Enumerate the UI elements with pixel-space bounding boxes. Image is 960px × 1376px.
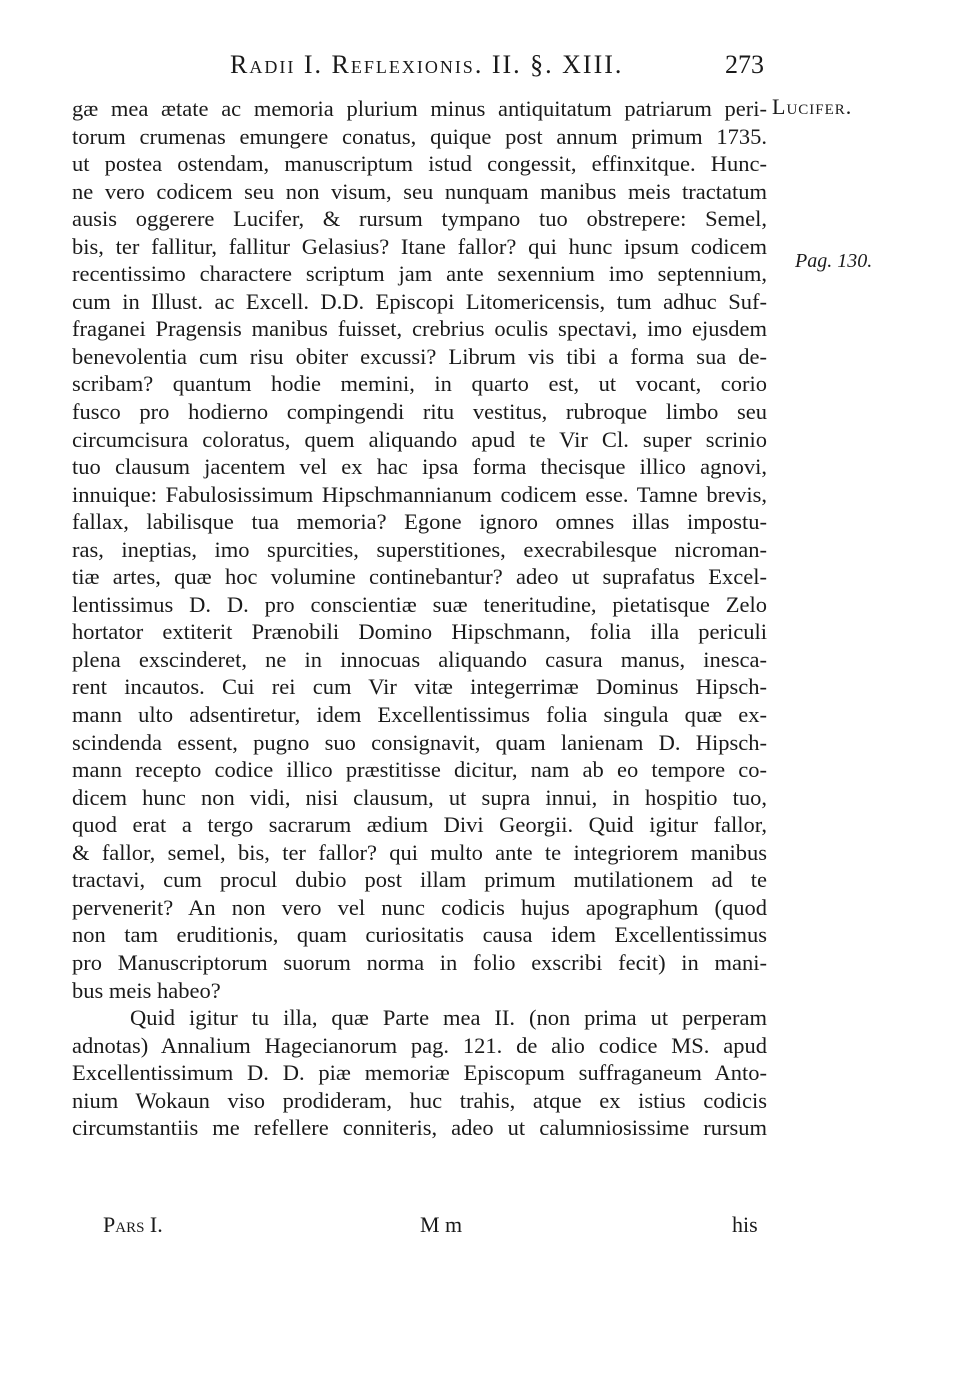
text-line: Quid igitur tu illa, quæ Parte mea II. (non prima ut perperam <box>130 1005 767 1031</box>
text-line: fraganei Pragensis manibus fuisset, crebrius oculis spectavi, imo ejusdem <box>72 316 767 342</box>
page-footer <box>0 1212 960 1242</box>
text-line: plena exscinderet, ne in innocuas aliquando casura manus, inesca- <box>72 646 767 672</box>
text-line: ut postea ostendam, manuscriptum istud congessit, effinxitque. Hunc- <box>72 151 767 177</box>
text-line: pervenerit? An non vero vel nunc codicis hujus apographum (quod <box>72 894 767 920</box>
text-line: dicem hunc non vidi, nisi clausum, ut supra innui, in hospitio tuo, <box>72 784 767 810</box>
text-line: & fallor, semel, bis, ter fallor? qui multo ante te integriorem manibus <box>72 839 767 865</box>
catchword: his <box>732 1212 758 1237</box>
text-line: ausis oggerere Lucifer, & rursum tympano tuo obstrepere: Semel, <box>72 206 767 232</box>
page-number: 273 <box>725 50 764 79</box>
body-text <box>72 95 767 1142</box>
running-head: Radii I. Reflexionis. II. §. XIII. <box>230 50 624 79</box>
text-line: benevolentia cum risu obiter excussi? Librum vis tibi a forma sua de- <box>72 343 767 369</box>
text-line: scindenda essent, pugno suo consignavit, quam lanienam D. Hipsch- <box>72 729 767 755</box>
text-line: bis, ter fallitur, fallitur Gelasius? Itane fallor? qui hunc ipsum codicem <box>72 233 767 259</box>
text-line: adnotas) Annalium Hagecianorum pag. 121. de alio codice MS. apud <box>72 1032 767 1058</box>
text-line: scribam? quantum hodie memini, in quarto est, ut vocant, corio <box>72 371 767 397</box>
text-line: tiæ artes, quæ hoc volumine continebantur? adeo ut suprafatus Excel- <box>72 564 767 590</box>
text-line: circumstantiis me refellere conniteris, adeo ut calumniosissime rursum <box>72 1115 767 1141</box>
text-line: recentissimo charactere scriptum jam ante sexennium imo septennium, <box>72 261 767 287</box>
text-line: quod erat a tergo sacrarum ædium Divi Georgii. Quid igitur fallor, <box>72 812 767 838</box>
volume-part-label: Pars I. <box>103 1212 163 1237</box>
text-line: Excellentissimum D. D. piæ memoriæ Episcopum suffraganeum Anto- <box>72 1060 767 1086</box>
text-line: hortator extiterit Prænobili Domino Hipschmann, folia illa periculi <box>72 619 767 645</box>
text-line: lentissimus D. D. pro conscientiæ suæ teneritudine, pietatisque Zelo <box>72 591 767 617</box>
text-line: mann ulto adsentiretur, idem Excellentissimus folia singula quæ ex- <box>72 702 767 728</box>
text-line: circumcisura coloratus, quem aliquando apud te Vir Cl. super scrinio <box>72 426 767 452</box>
text-line: rent incautos. Cui rei cum Vir vitæ integerrimæ Dominus Hipsch- <box>72 674 767 700</box>
text-line: torum crumenas emungere conatus, quique post annum primum 1735. <box>72 123 767 149</box>
text-line: mann recepto codice illico præstitisse dicitur, nam ab eo tempore co- <box>72 757 767 783</box>
signature-mark: M m <box>420 1212 463 1237</box>
text-line: bus meis habeo? <box>72 977 221 1003</box>
text-line: tuo clausum jacentem vel ex hac ipsa forma thecisque illico agnovi, <box>72 454 767 480</box>
margin-note-lucifer: Lucifer. <box>772 94 853 119</box>
text-line: tractavi, cum procul dubio post illam primum mutilationem ad te <box>72 867 767 893</box>
text-line: ras, ineptias, imo spurcities, superstitiones, execrabilesque nicroman- <box>72 536 767 562</box>
margin-note-page-reference: Pag. 130. <box>795 250 873 272</box>
text-line: pro Manuscriptorum suorum norma in folio exscribi fecit) in mani- <box>72 949 767 975</box>
text-line: nium Wokaun viso prodideram, huc trahis, atque ex istius codicis <box>72 1087 767 1113</box>
text-line: innuique: Fabulosissimum Hipschmannianum codicem esse. Tamne brevis, <box>72 481 767 507</box>
text-line: fusco pro hodierno compingendi ritu vestitus, rubroque limbo seu <box>72 399 767 425</box>
text-line: fallax, labilisque tua memoria? Egone ignoro omnes illas impostu- <box>72 509 767 535</box>
text-line: non tam eruditionis, quam curiositatis causa idem Excellentissimus <box>72 922 767 948</box>
text-line: ne vero codicem seu non visum, seu nunquam manibus meis tractatum <box>72 178 767 204</box>
text-line: gæ mea ætate ac memoria plurium minus antiquitatum patriarum peri- <box>72 96 767 121</box>
text-line: cum in Illust. ac Excell. D.D. Episcopi Litomericensis, tum adhuc Suf- <box>72 288 767 314</box>
page-header <box>0 50 960 90</box>
